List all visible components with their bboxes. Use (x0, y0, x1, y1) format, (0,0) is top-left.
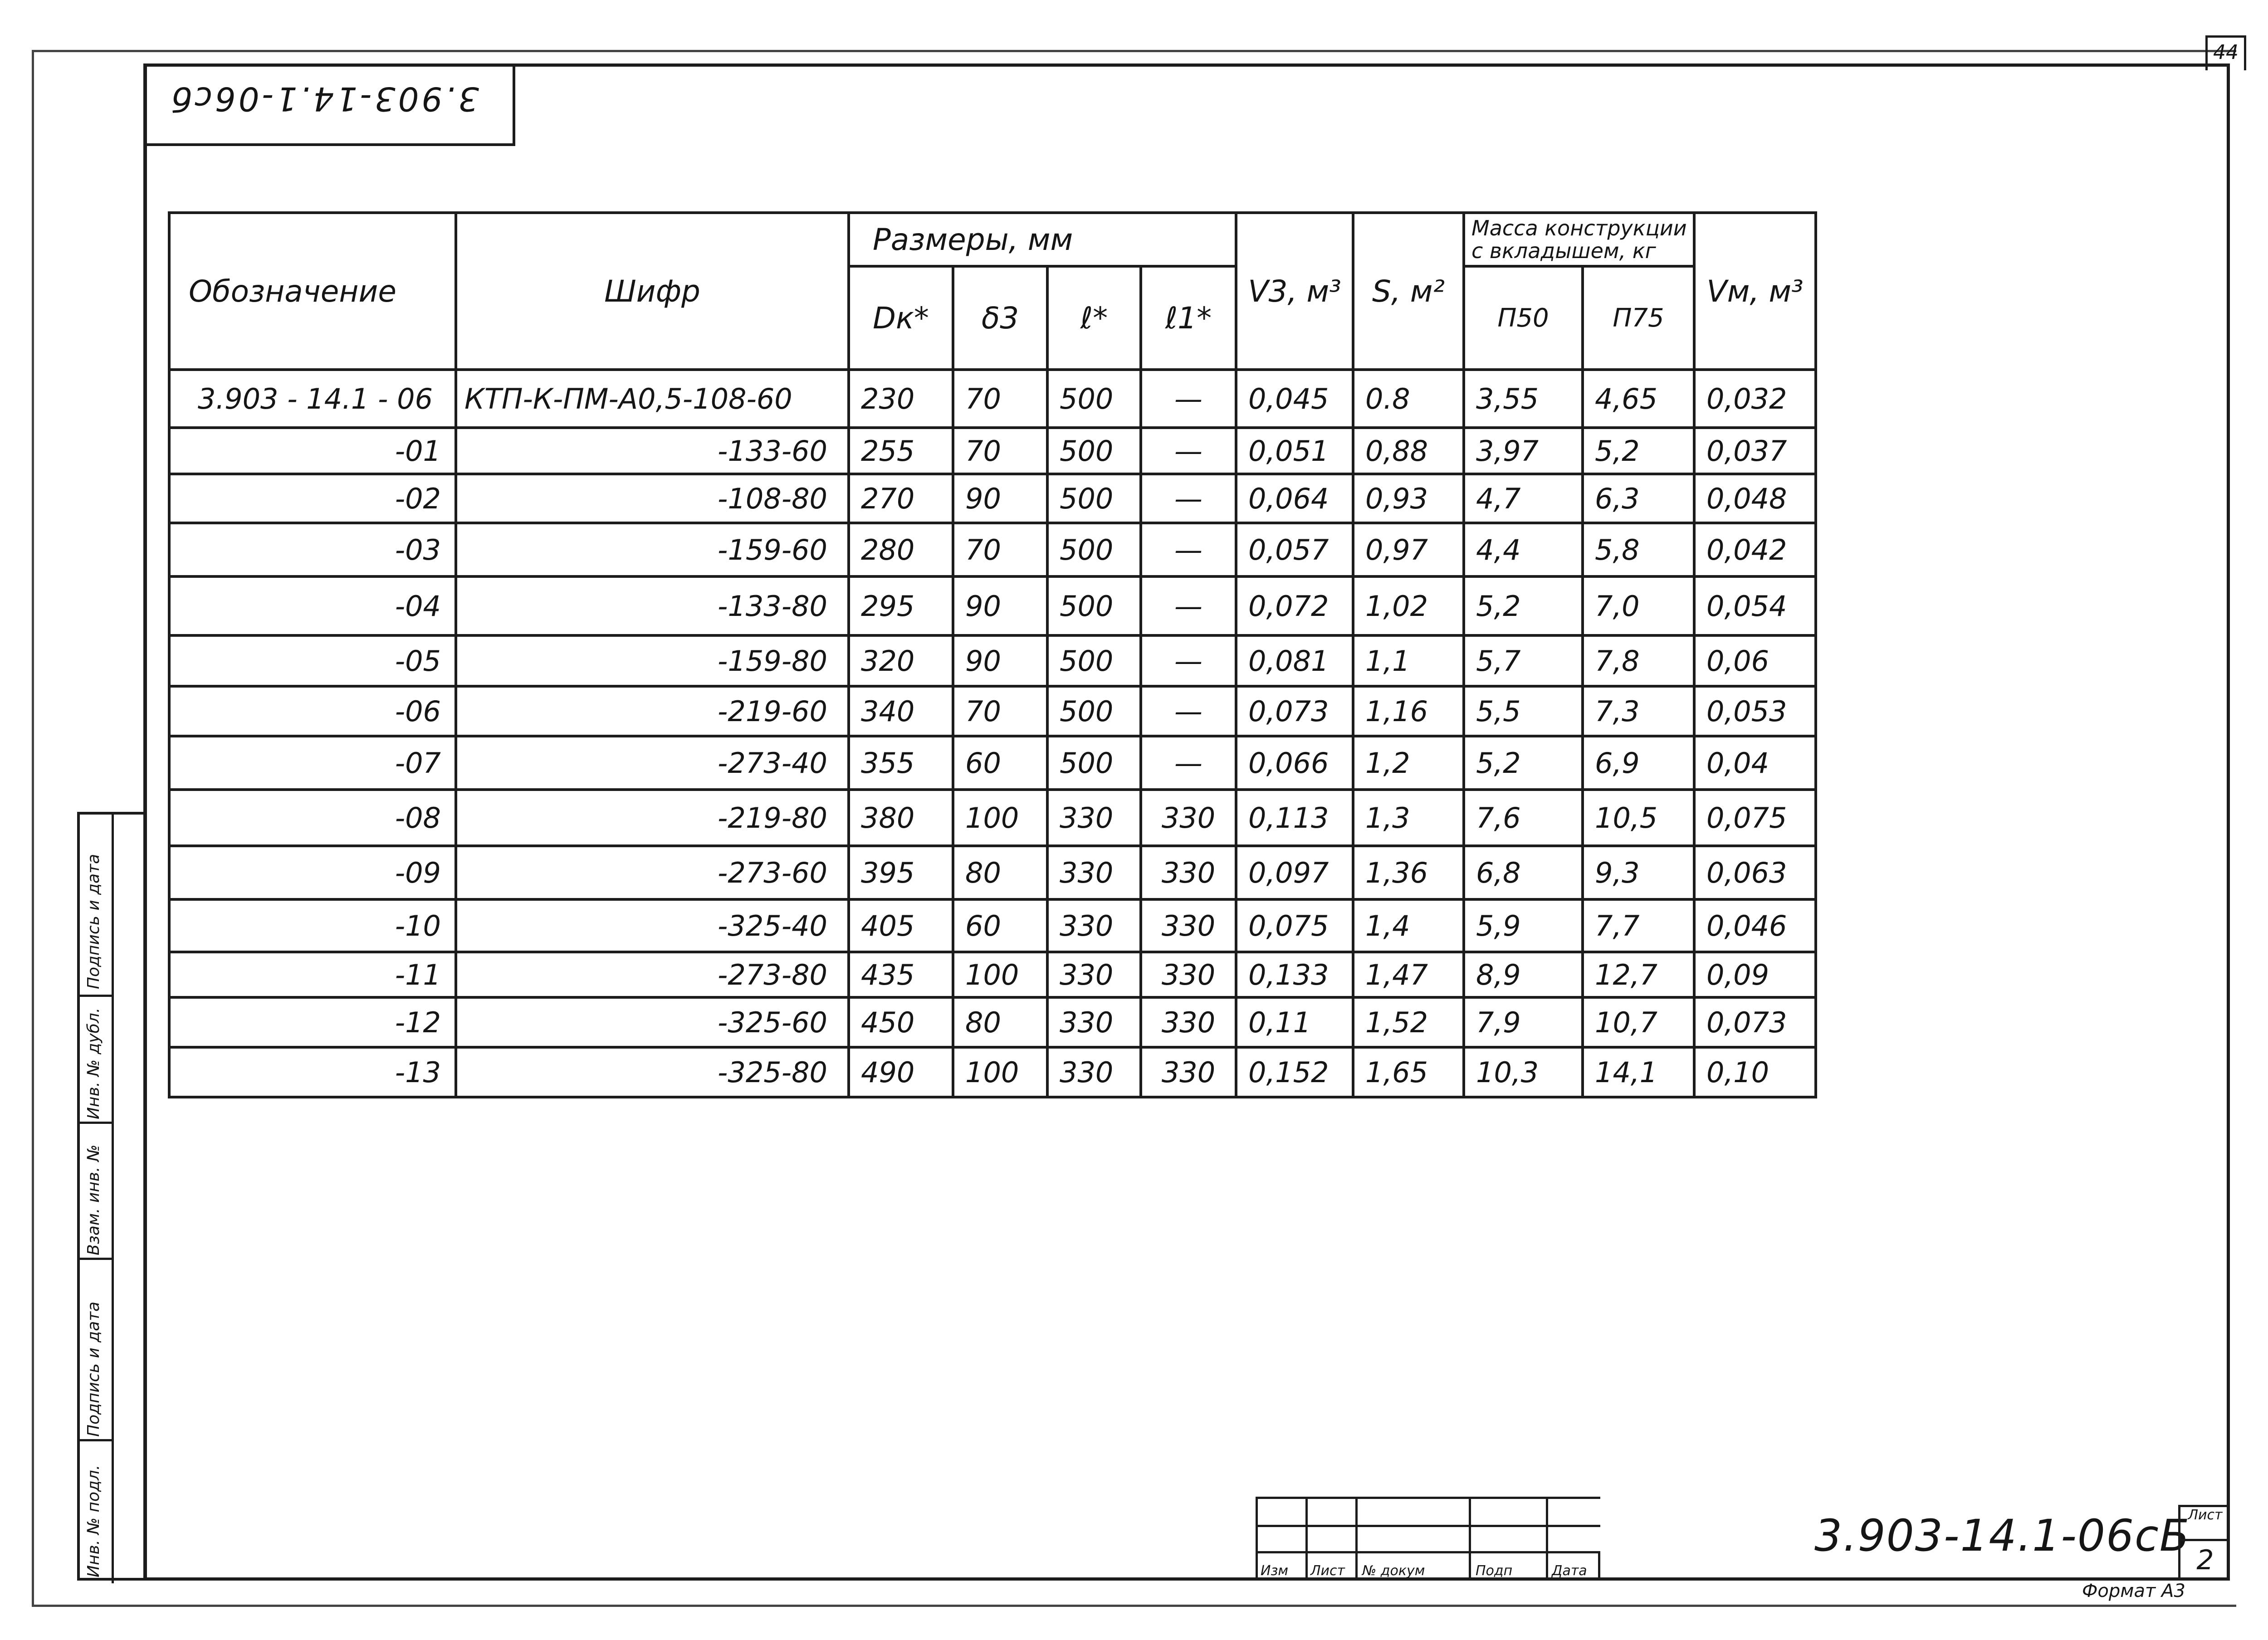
tb-cell (1469, 1551, 1546, 1581)
header-designation: Обозначение (169, 213, 456, 370)
tb-label-doc: № докум (1362, 1563, 1425, 1579)
row-cipher: -325-80 (456, 1047, 849, 1097)
row-p50: 5,2 (1464, 576, 1583, 635)
row-p50: 3,97 (1464, 428, 1583, 474)
row-s: 1,16 (1353, 686, 1464, 736)
row-designation: -11 (169, 952, 456, 997)
table-row (169, 899, 1816, 952)
row-p75: 9,3 (1583, 846, 1694, 899)
row-dk: 295 (849, 576, 953, 635)
row-delta3: 100 (953, 1047, 1047, 1097)
row-p75: 10,5 (1583, 790, 1694, 846)
row-delta3: 100 (953, 790, 1047, 846)
table-row (169, 474, 1816, 523)
row-p50: 8,9 (1464, 952, 1583, 997)
row-dk: 340 (849, 686, 953, 736)
row-v3: 0,072 (1236, 576, 1353, 635)
tb-cell (1305, 1525, 1355, 1551)
flipped-code-box (143, 63, 515, 146)
row-p50: 7,6 (1464, 790, 1583, 846)
row-designation: -07 (169, 736, 456, 790)
row-p75: 14,1 (1583, 1047, 1694, 1097)
row-l: 500 (1047, 474, 1141, 523)
row-s: 1,65 (1353, 1047, 1464, 1097)
row-p75: 10,7 (1583, 997, 1694, 1047)
tb-cell (1546, 1551, 1600, 1581)
row-vm: 0,073 (1694, 997, 1816, 1047)
side-label: Подпись и дата (84, 854, 103, 989)
row-vm: 0,053 (1694, 686, 1816, 736)
table-row (169, 1047, 1816, 1097)
row-v3: 0,051 (1236, 428, 1353, 474)
row-l: 330 (1047, 997, 1141, 1047)
row-l: 500 (1047, 370, 1141, 428)
row-designation: -05 (169, 635, 456, 686)
row-l: 330 (1047, 846, 1141, 899)
row-p50: 5,5 (1464, 686, 1583, 736)
header-dk: Dк* (849, 266, 953, 370)
row-p75: 7,0 (1583, 576, 1694, 635)
side-cell-sign-date-1 (80, 815, 112, 997)
row-delta3: 90 (953, 576, 1047, 635)
row-v3: 0,133 (1236, 952, 1353, 997)
tb-cell (1256, 1551, 1305, 1581)
row-designation: 3.903 - 14.1 - 06 (169, 370, 456, 428)
row-l1: — (1141, 635, 1236, 686)
sheet-label: Лист (2178, 1505, 2230, 1541)
row-dk: 435 (849, 952, 953, 997)
side-cell-vzam (80, 1124, 112, 1260)
row-vm: 0,10 (1694, 1047, 1816, 1097)
sheet-value: 2 (2178, 1541, 2230, 1581)
row-s: 1,1 (1353, 635, 1464, 686)
side-divider (112, 815, 114, 1583)
row-delta3: 70 (953, 523, 1047, 576)
table-row (169, 370, 1816, 428)
row-l: 500 (1047, 686, 1141, 736)
table-row (169, 523, 1816, 576)
row-vm: 0,09 (1694, 952, 1816, 997)
row-l: 500 (1047, 736, 1141, 790)
row-delta3: 80 (953, 997, 1047, 1047)
table-row (169, 997, 1816, 1047)
row-s: 1,47 (1353, 952, 1464, 997)
table-row (169, 686, 1816, 736)
row-cipher: -108-80 (456, 474, 849, 523)
row-v3: 0,152 (1236, 1047, 1353, 1097)
row-delta3: 90 (953, 474, 1047, 523)
row-v3: 0,057 (1236, 523, 1353, 576)
row-p75: 6,3 (1583, 474, 1694, 523)
row-p50: 4,7 (1464, 474, 1583, 523)
row-l1: — (1141, 523, 1236, 576)
table-row (169, 790, 1816, 846)
row-p50: 7,9 (1464, 997, 1583, 1047)
row-p75: 7,3 (1583, 686, 1694, 736)
row-s: 1,4 (1353, 899, 1464, 952)
row-dk: 405 (849, 899, 953, 952)
row-delta3: 60 (953, 736, 1047, 790)
row-s: 1,02 (1353, 576, 1464, 635)
row-l: 330 (1047, 952, 1141, 997)
outer-left-trim-line (32, 50, 34, 1606)
row-p75: 6,9 (1583, 736, 1694, 790)
side-cell-sign-date-2 (80, 1260, 112, 1441)
header-p50: П50 (1464, 266, 1583, 370)
row-p75: 5,2 (1583, 428, 1694, 474)
row-p75: 12,7 (1583, 952, 1694, 997)
row-l1: 330 (1141, 952, 1236, 997)
tb-cell (1546, 1497, 1600, 1525)
row-v3: 0,097 (1236, 846, 1353, 899)
row-dk: 255 (849, 428, 953, 474)
row-cipher: -325-60 (456, 997, 849, 1047)
row-v3: 0,073 (1236, 686, 1353, 736)
tb-label-izm: Изм (1261, 1563, 1289, 1579)
row-v3: 0,066 (1236, 736, 1353, 790)
side-cell-dubl (80, 997, 112, 1124)
tb-cell (1546, 1525, 1600, 1551)
header-l1: ℓ1* (1141, 266, 1236, 370)
tb-label-date: Дата (1552, 1563, 1587, 1579)
row-l1: 330 (1141, 899, 1236, 952)
row-vm: 0,04 (1694, 736, 1816, 790)
flipped-code: 3.903-14.1-06сб (169, 80, 479, 118)
row-v3: 0,045 (1236, 370, 1353, 428)
row-v3: 0,11 (1236, 997, 1353, 1047)
row-l1: 330 (1141, 997, 1236, 1047)
row-s: 1,36 (1353, 846, 1464, 899)
row-designation: -13 (169, 1047, 456, 1097)
row-cipher: -219-80 (456, 790, 849, 846)
row-l1: 330 (1141, 1047, 1236, 1097)
row-v3: 0,064 (1236, 474, 1353, 523)
row-delta3: 70 (953, 370, 1047, 428)
header-dimensions: Размеры, мм (849, 213, 1236, 266)
row-vm: 0,075 (1694, 790, 1816, 846)
row-l: 330 (1047, 790, 1141, 846)
row-p75: 7,8 (1583, 635, 1694, 686)
row-cipher: -273-60 (456, 846, 849, 899)
tb-cell (1355, 1551, 1469, 1581)
row-designation: -04 (169, 576, 456, 635)
header-vm: Vм, м³ (1694, 213, 1816, 370)
row-l: 500 (1047, 576, 1141, 635)
side-label: Подпись и дата (84, 1301, 103, 1437)
row-delta3: 80 (953, 846, 1047, 899)
row-vm: 0,046 (1694, 899, 1816, 952)
tb-label-sign: Подп (1476, 1563, 1513, 1579)
row-designation: -09 (169, 846, 456, 899)
tb-cell (1256, 1497, 1305, 1525)
row-designation: -02 (169, 474, 456, 523)
document-code: 3.903-14.1-06сБ (1814, 1510, 2190, 1561)
specification-table (168, 211, 1817, 1098)
row-dk: 355 (849, 736, 953, 790)
row-p75: 7,7 (1583, 899, 1694, 952)
row-s: 0,88 (1353, 428, 1464, 474)
row-cipher: -159-60 (456, 523, 849, 576)
row-s: 1,3 (1353, 790, 1464, 846)
row-s: 1,52 (1353, 997, 1464, 1047)
row-l1: — (1141, 736, 1236, 790)
tb-cell (1305, 1551, 1355, 1581)
row-l1: — (1141, 474, 1236, 523)
format-label: Формат А3 (2082, 1581, 2185, 1601)
row-p75: 5,8 (1583, 523, 1694, 576)
table-row (169, 952, 1816, 997)
row-s: 0.8 (1353, 370, 1464, 428)
row-p50: 5,7 (1464, 635, 1583, 686)
header-delta3: δ3 (953, 266, 1047, 370)
row-dk: 320 (849, 635, 953, 686)
row-cipher: -159-80 (456, 635, 849, 686)
row-l: 330 (1047, 899, 1141, 952)
row-vm: 0,037 (1694, 428, 1816, 474)
row-delta3: 70 (953, 686, 1047, 736)
row-s: 1,2 (1353, 736, 1464, 790)
row-dk: 395 (849, 846, 953, 899)
sheet-corner-number: 44 (2205, 35, 2246, 70)
row-delta3: 90 (953, 635, 1047, 686)
row-delta3: 60 (953, 899, 1047, 952)
tb-cell (1256, 1525, 1305, 1551)
row-l1: — (1141, 370, 1236, 428)
row-v3: 0,075 (1236, 899, 1353, 952)
table-row (169, 428, 1816, 474)
row-cipher: КТП-К-ПМ-А0,5-108-60 (456, 370, 849, 428)
row-p50: 10,3 (1464, 1047, 1583, 1097)
row-vm: 0,032 (1694, 370, 1816, 428)
row-l: 500 (1047, 523, 1141, 576)
row-dk: 280 (849, 523, 953, 576)
row-cipher: -133-60 (456, 428, 849, 474)
row-vm: 0,042 (1694, 523, 1816, 576)
row-delta3: 70 (953, 428, 1047, 474)
row-s: 0,93 (1353, 474, 1464, 523)
row-dk: 380 (849, 790, 953, 846)
row-designation: -06 (169, 686, 456, 736)
row-dk: 490 (849, 1047, 953, 1097)
tb-cell (1355, 1525, 1469, 1551)
outer-bottom-trim-line (32, 1605, 2236, 1607)
row-l1: — (1141, 686, 1236, 736)
row-l1: 330 (1141, 846, 1236, 899)
row-cipher: -219-60 (456, 686, 849, 736)
row-p50: 5,9 (1464, 899, 1583, 952)
row-p75: 4,65 (1583, 370, 1694, 428)
header-v3: V3, м³ (1236, 213, 1353, 370)
header-s: S, м² (1353, 213, 1464, 370)
table-row (169, 846, 1816, 899)
row-v3: 0,113 (1236, 790, 1353, 846)
row-dk: 450 (849, 997, 953, 1047)
row-vm: 0,06 (1694, 635, 1816, 686)
header-cipher: Шифр (456, 213, 849, 370)
tb-cell (1305, 1497, 1355, 1525)
header-p75: П75 (1583, 266, 1694, 370)
row-s: 0,97 (1353, 523, 1464, 576)
tb-cell (1469, 1497, 1546, 1525)
row-p50: 4,4 (1464, 523, 1583, 576)
row-l: 500 (1047, 635, 1141, 686)
row-p50: 3,55 (1464, 370, 1583, 428)
table-row (169, 736, 1816, 790)
tb-cell (1355, 1497, 1469, 1525)
row-v3: 0,081 (1236, 635, 1353, 686)
tb-cell (1469, 1525, 1546, 1551)
row-vm: 0,054 (1694, 576, 1816, 635)
side-label: Взам. инв. № (84, 1144, 103, 1255)
row-dk: 230 (849, 370, 953, 428)
row-l: 330 (1047, 1047, 1141, 1097)
row-l1: — (1141, 428, 1236, 474)
row-l: 500 (1047, 428, 1141, 474)
row-designation: -01 (169, 428, 456, 474)
row-cipher: -133-80 (456, 576, 849, 635)
row-delta3: 100 (953, 952, 1047, 997)
row-p50: 6,8 (1464, 846, 1583, 899)
outer-trim-line (32, 50, 2236, 52)
row-cipher: -273-80 (456, 952, 849, 997)
header-l: ℓ* (1047, 266, 1141, 370)
row-vm: 0,063 (1694, 846, 1816, 899)
row-designation: -03 (169, 523, 456, 576)
table-row (169, 576, 1816, 635)
row-designation: -10 (169, 899, 456, 952)
side-label: Инв. № подл. (84, 1464, 103, 1577)
row-l1: 330 (1141, 790, 1236, 846)
row-l1: — (1141, 576, 1236, 635)
side-stamp (77, 812, 143, 1581)
row-designation: -08 (169, 790, 456, 846)
row-cipher: -273-40 (456, 736, 849, 790)
table-row (169, 635, 1816, 686)
side-label: Инв. № дубл. (84, 1007, 103, 1119)
row-designation: -12 (169, 997, 456, 1047)
row-dk: 270 (849, 474, 953, 523)
row-cipher: -325-40 (456, 899, 849, 952)
header-mass: Масса конструкции с вкладышем, кг (1464, 213, 1694, 266)
tb-label-list: Лист (1310, 1563, 1345, 1579)
side-cell-podl (80, 1441, 112, 1581)
row-p50: 5,2 (1464, 736, 1583, 790)
row-vm: 0,048 (1694, 474, 1816, 523)
